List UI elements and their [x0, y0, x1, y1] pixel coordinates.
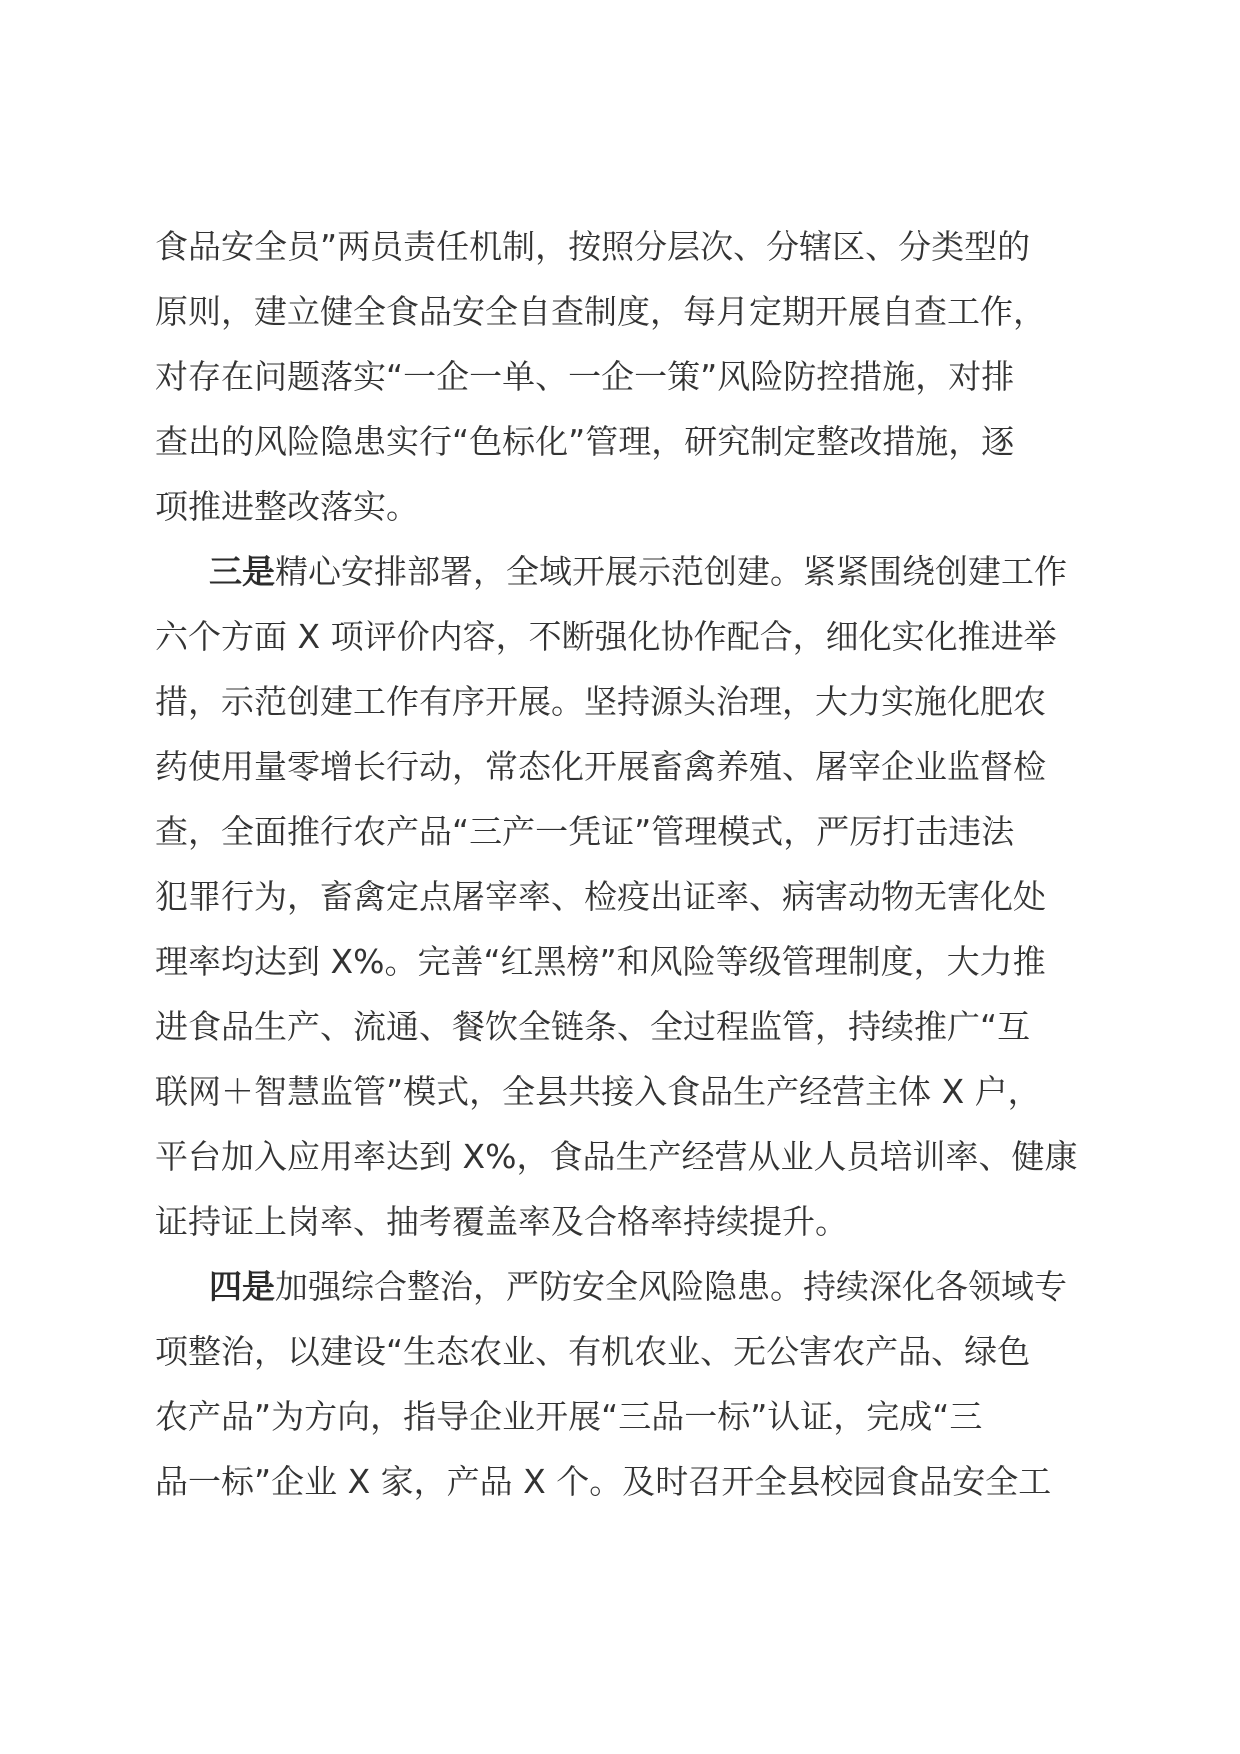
text-line: 进食品生产、流通、餐饮全链条、全过程监管，持续推广“互: [155, 1007, 1031, 1046]
paragraph-four-first-line: [155, 1254, 1095, 1319]
text-line: 六个方面 X 项评价内容，不断强化协作配合，细化实化推进举: [155, 617, 1057, 656]
text-line: 项推进整改落实。: [155, 487, 419, 526]
text-line: 犯罪行为，畜禽定点屠宰率、检疫出证率、病害动物无害化处: [155, 877, 1046, 916]
text-line: 理率均达到 X%。完善“红黑榜”和风险等级管理制度，大力推: [155, 942, 1046, 981]
text-line: 平台加入应用率达到 X%，食品生产经营从业人员培训率、健康: [155, 1137, 1078, 1176]
text-line: 联网＋智慧监管”模式，全县共接入食品生产经营主体 X 户，: [155, 1072, 1041, 1111]
text-line: 食品安全员”两员责任机制，按照分层次、分辖区、分类型的: [155, 227, 1031, 266]
text-line: 药使用量零增长行动，常态化开展畜禽养殖、屠宰企业监督检: [155, 747, 1046, 786]
lead-term-four: 四是: [209, 1267, 275, 1306]
text-line: 项整治，以建设“生态农业、有机农业、无公害农产品、绿色: [155, 1332, 1031, 1371]
text-line: 措，示范创建工作有序开展。坚持源头治理，大力实施化肥农: [155, 682, 1046, 721]
text-line: 查，全面推行农产品“三产一凭证”管理模式，严厉打击违法: [155, 812, 1015, 851]
text-line: 加强综合整治，严防安全风险隐患。持续深化各领域专: [275, 1267, 1067, 1306]
paragraph-three-first-line: [155, 539, 1095, 604]
lead-term-three: 三是: [209, 552, 275, 591]
text-line: 原则，建立健全食品安全自查制度，每月定期开展自查工作，: [155, 292, 1046, 331]
text-line: 证持证上岗率、抽考覆盖率及合格率持续提升。: [155, 1202, 848, 1241]
text-line: 精心安排部署，全域开展示范创建。紧紧围绕创建工作: [275, 552, 1067, 591]
text-line: 品一标”企业 X 家，产品 X 个。及时召开全县校园食品安全工: [155, 1462, 1052, 1501]
text-line: 对存在问题落实“一企一单、一企一策”风险防控措施，对排: [155, 357, 1015, 396]
text-line: 农产品”为方向，指导企业开展“三品一标”认证，完成“三: [155, 1397, 983, 1436]
text-line: 查出的风险隐患实行“色标化”管理，研究制定整改措施，逐: [155, 422, 1015, 461]
body-text: [155, 214, 1095, 1514]
